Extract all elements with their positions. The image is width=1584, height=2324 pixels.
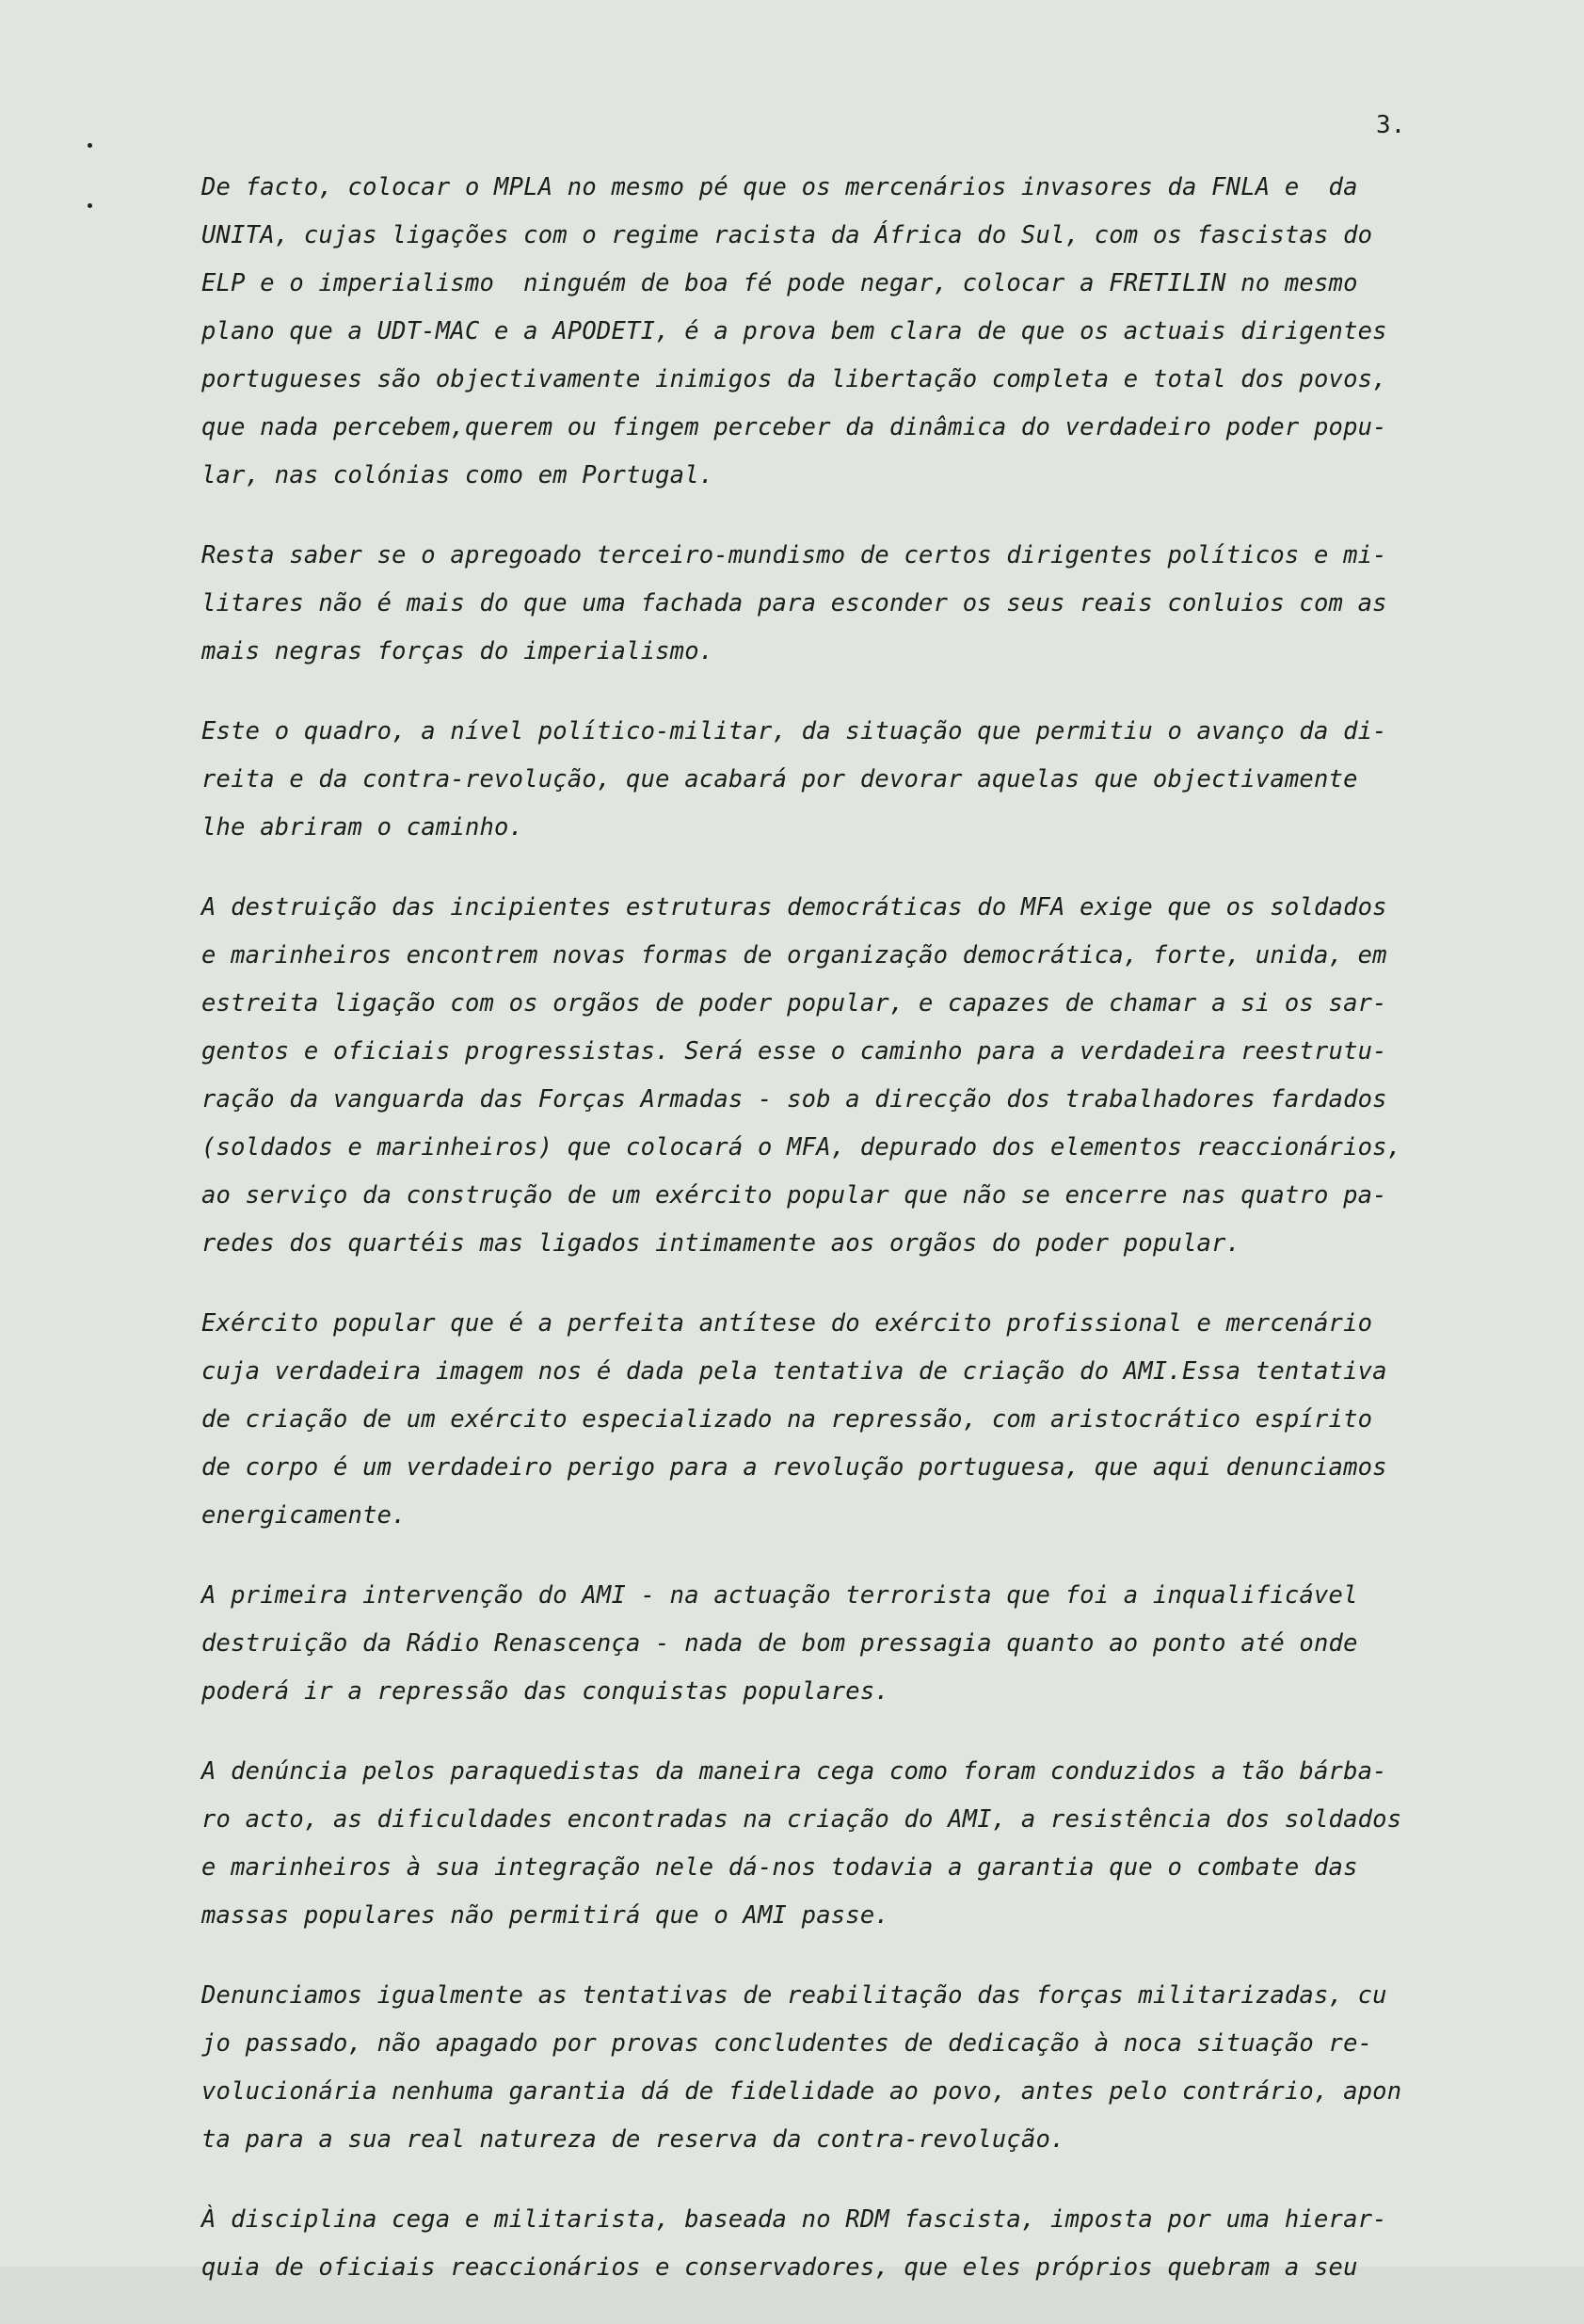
text-line: A destruição das incipientes estruturas democráticas do MFA exige que os soldados bbox=[201, 893, 1387, 922]
paragraph bbox=[201, 2196, 1481, 2292]
text-line: lar, nas colónias como em Portugal. bbox=[201, 461, 714, 489]
text-line: de criação de um exército especializado na repressão, com aristocrático espírito bbox=[201, 1405, 1373, 1434]
text-line: Exército popular que é a perfeita antítese do exército profissional e mercenário bbox=[201, 1309, 1373, 1338]
text-line: A primeira intervenção do AMI - na actuação terrorista que foi a inqualificável bbox=[201, 1581, 1358, 1610]
text-line: ta para a sua real natureza de reserva da contra-revolução. bbox=[201, 2125, 1065, 2154]
text-line: gentos e oficiais progressistas. Será esse o caminho para a verdadeira reestrutu- bbox=[201, 1037, 1387, 1066]
text-line: lhe abriram o caminho. bbox=[201, 813, 524, 841]
text-line: plano que a UDT-MAC e a APODETI, é a prova bem clara de que os actuais dirigentes bbox=[201, 317, 1387, 345]
text-line: Resta saber se o apregoado terceiro-mundismo de certos dirigentes políticos e mi- bbox=[201, 541, 1387, 569]
text-line: Denunciamos igualmente as tentativas de reabilitação das forças militarizadas, cu bbox=[201, 1981, 1387, 2010]
paragraph bbox=[201, 1572, 1481, 1716]
paragraph bbox=[201, 1300, 1481, 1540]
text-line: Este o quadro, a nível político-militar, da situação que permitiu o avanço da di- bbox=[201, 717, 1387, 745]
text-line: energicamente. bbox=[201, 1501, 407, 1530]
text-line: De facto, colocar o MPLA no mesmo pé que os mercenários invasores da FNLA e da bbox=[201, 173, 1358, 201]
page-number: 3. bbox=[1376, 111, 1406, 139]
paragraph bbox=[201, 708, 1481, 852]
paragraph bbox=[201, 1748, 1481, 1940]
text-line: litares não é mais do que uma fachada para esconder os seus reais conluios com as bbox=[201, 589, 1387, 617]
text-line: volucionária nenhuma garantia dá de fidelidade ao povo, antes pelo contrário, apon bbox=[201, 2077, 1402, 2106]
text-line: À disciplina cega e militarista, baseada no RDM fascista, imposta por uma hierar- bbox=[201, 2205, 1387, 2234]
paragraph bbox=[201, 164, 1481, 500]
text-line: ao serviço da construção de um exército popular que não se encerre nas quatro pa- bbox=[201, 1181, 1387, 1210]
margin-mark bbox=[88, 203, 92, 208]
text-line: jo passado, não apagado por provas concludentes de dedicação à noca situação re- bbox=[201, 2029, 1373, 2058]
text-line: mais negras forças do imperialismo. bbox=[201, 637, 714, 665]
body-text bbox=[201, 164, 1481, 2324]
text-line: estreita ligação com os orgãos de poder popular, e capazes de chamar a si os sar- bbox=[201, 989, 1387, 1018]
text-line: cuja verdadeira imagem nos é dada pela tentativa de criação do AMI.Essa tentativa bbox=[201, 1357, 1387, 1386]
paragraph bbox=[201, 1972, 1481, 2164]
text-line: A denúncia pelos paraquedistas da maneira cega como foram conduzidos a tão bárba- bbox=[201, 1757, 1387, 1786]
text-line: ro acto, as dificuldades encontradas na criação do AMI, a resistência dos soldados bbox=[201, 1805, 1402, 1834]
text-line: (soldados e marinheiros) que colocará o MFA, depurado dos elementos reaccionários, bbox=[201, 1133, 1402, 1162]
text-line: reita e da contra-revolução, que acabará por devorar aquelas que objectivamente bbox=[201, 765, 1358, 793]
text-line: e marinheiros à sua integração nele dá-nos todavia a garantia que o combate das bbox=[201, 1853, 1358, 1882]
text-line: UNITA, cujas ligações com o regime racista da África do Sul, com os fascistas do bbox=[201, 221, 1373, 249]
text-line: redes dos quartéis mas ligados intimamente aos orgãos do poder popular. bbox=[201, 1229, 1241, 1258]
text-line: portugueses são objectivamente inimigos da libertação completa e total dos povos, bbox=[201, 365, 1387, 393]
text-line: que nada percebem,querem ou fingem perceber da dinâmica do verdadeiro poder popu- bbox=[201, 413, 1387, 441]
text-line: e marinheiros encontrem novas formas de organização democrática, forte, unida, em bbox=[201, 941, 1387, 970]
margin-mark bbox=[88, 143, 92, 148]
text-line: ração da vanguarda das Forças Armadas - sob a direcção dos trabalhadores fardados bbox=[201, 1085, 1387, 1114]
text-line: massas populares não permitirá que o AMI passe. bbox=[201, 1901, 889, 1930]
paragraph bbox=[201, 532, 1481, 676]
text-line: poderá ir a repressão das conquistas populares. bbox=[201, 1677, 889, 1706]
text-line: ELP e o imperialismo ninguém de boa fé pode negar, colocar a FRETILIN no mesmo bbox=[201, 269, 1358, 297]
paragraph bbox=[201, 884, 1481, 1268]
text-line: quia de oficiais reaccionários e conservadores, que eles próprios quebram a seu bbox=[201, 2253, 1358, 2282]
text-line: destruição da Rádio Renascença - nada de bom pressagia quanto ao ponto até onde bbox=[201, 1629, 1358, 1658]
text-line: de corpo é um verdadeiro perigo para a revolução portuguesa, que aqui denunciamos bbox=[201, 1453, 1387, 1482]
